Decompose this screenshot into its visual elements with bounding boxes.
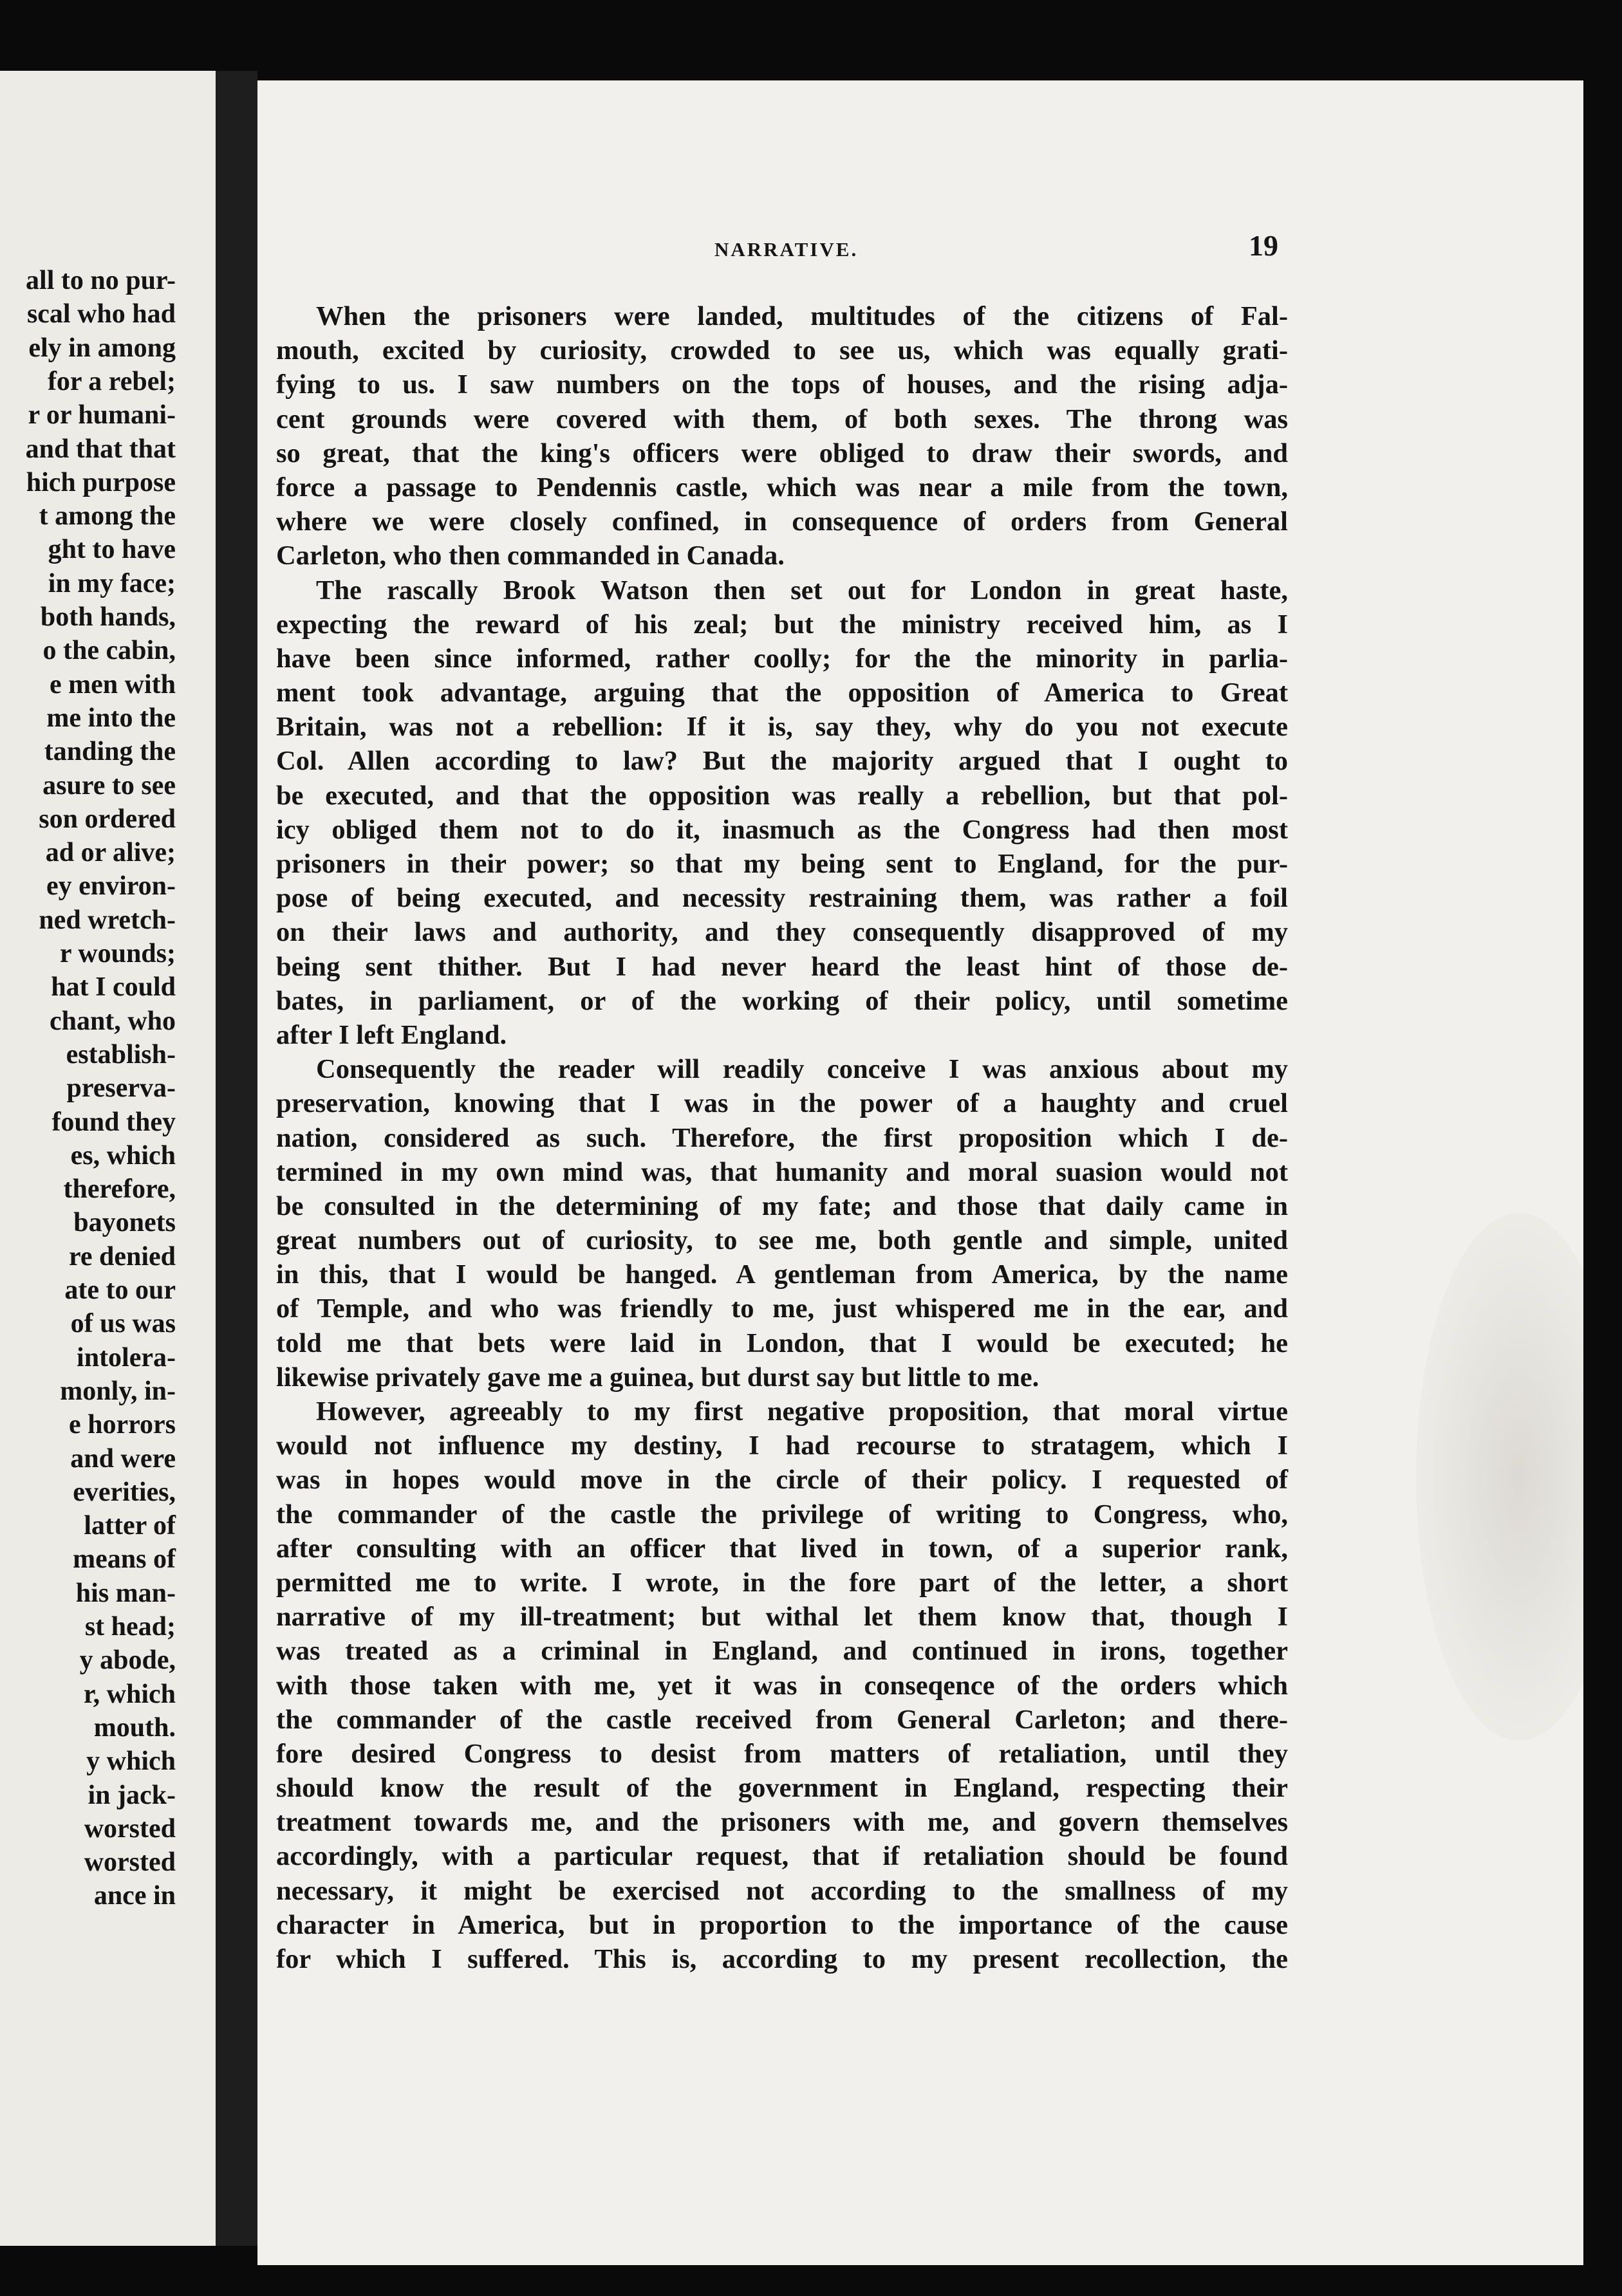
text-line: When the prisoners were landed, multitudes of the citizens of Fal- bbox=[316, 301, 1288, 331]
text-line: prisoners in their power; so that my being sent to England, for the pur- bbox=[276, 849, 1288, 879]
left-page-line: of us was bbox=[70, 1309, 176, 1339]
text-line: the commander of the castle the privilege of writing to Congress, who, bbox=[276, 1499, 1288, 1530]
text-line: told me that bets were laid in London, that I would be executed; he bbox=[276, 1328, 1288, 1358]
text-line: so great, that the king's officers were obliged to draw their swords, and bbox=[276, 438, 1288, 468]
text-line: pose of being executed, and necessity restraining them, was rather a foil bbox=[276, 883, 1288, 914]
text-line: narrative of my ill-treatment; but withal let them know that, though I bbox=[276, 1602, 1288, 1633]
text-line: after I left England. bbox=[276, 1019, 507, 1050]
text-line: on their laws and authority, and they consequently disapproved of my bbox=[276, 917, 1288, 948]
left-page-line: therefore, bbox=[63, 1174, 176, 1205]
running-head: NARRATIVE. bbox=[714, 238, 859, 261]
left-page-line: ate to our bbox=[64, 1275, 176, 1305]
left-page-line: and were bbox=[70, 1443, 176, 1474]
left-page-line: monly, in- bbox=[60, 1376, 176, 1406]
left-page-line: worsted bbox=[84, 1813, 176, 1844]
left-page-line: re denied bbox=[68, 1241, 176, 1272]
text-line: should know the result of the government in England, respecting their bbox=[276, 1773, 1288, 1804]
right-page bbox=[257, 80, 1583, 2265]
text-line: bates, in parliament, or of the working of their policy, until sometime bbox=[276, 985, 1288, 1016]
left-page-line: son ordered bbox=[39, 804, 176, 834]
text-line: character in America, but in proportion to the importance of the cause bbox=[276, 1909, 1288, 1940]
text-line: preservation, knowing that I was in the power of a haughty and cruel bbox=[276, 1088, 1288, 1119]
text-line: Carleton, who then commanded in Canada. bbox=[276, 541, 785, 571]
body-text bbox=[276, 299, 1288, 1976]
text-line: was in hopes would move in the circle of their policy. I requested of bbox=[276, 1465, 1288, 1495]
left-page-line: es, which bbox=[70, 1140, 176, 1171]
left-page-line: e men with bbox=[50, 669, 176, 699]
left-page-line: preserva- bbox=[66, 1073, 176, 1104]
left-page-line: e horrors bbox=[68, 1410, 176, 1440]
left-page-line: chant, who bbox=[49, 1006, 176, 1036]
text-line: have been since informed, rather coolly; for the the minority in parlia- bbox=[276, 643, 1288, 674]
text-line: was treated as a criminal in England, and continued in irons, together bbox=[276, 1636, 1288, 1667]
text-line: fying to us. I saw numbers on the tops of houses, and the rising adja- bbox=[276, 369, 1288, 400]
text-line: However, agreeably to my first negative proposition, that moral virtue bbox=[316, 1396, 1288, 1427]
text-line: with those taken with me, yet it was in conseqence of the orders which bbox=[276, 1670, 1288, 1701]
left-page-line: both hands, bbox=[40, 602, 176, 632]
left-page-line: establish- bbox=[66, 1039, 176, 1069]
left-page-line: ght to have bbox=[48, 535, 176, 565]
text-line: of Temple, and who was friendly to me, just whispered me in the ear, and bbox=[276, 1293, 1288, 1324]
left-page-line: for a rebel; bbox=[47, 366, 176, 396]
text-line: after consulting with an officer that lived in town, of a superior rank, bbox=[276, 1533, 1288, 1564]
text-line: fore desired Congress to desist from matters of retaliation, until they bbox=[276, 1738, 1288, 1769]
text-line: ment took advantage, arguing that the opposition of America to Great bbox=[276, 678, 1288, 708]
left-page-line: r or humani- bbox=[28, 400, 176, 430]
text-line: termined in my own mind was, that humanity and moral suasion would not bbox=[276, 1156, 1288, 1187]
left-page-line: asure to see bbox=[42, 770, 176, 801]
left-page-line: mouth. bbox=[93, 1712, 176, 1743]
left-page-line: hat I could bbox=[51, 972, 176, 1003]
left-page-line: ey environ- bbox=[46, 871, 176, 902]
text-line: force a passage to Pendennis castle, which was near a mile from the town, bbox=[276, 472, 1288, 503]
text-line: Consequently the reader will readily conceive I was anxious about my bbox=[316, 1054, 1288, 1085]
text-line: be executed, and that the opposition was really a rebellion, but that pol- bbox=[276, 780, 1288, 811]
text-line: nation, considered as such. Therefore, the first proposition which I de- bbox=[276, 1122, 1288, 1153]
text-line: treatment towards me, and the prisoners with me, and govern themselves bbox=[276, 1807, 1288, 1838]
left-page-line: his man- bbox=[75, 1578, 176, 1608]
left-page-line: intolera- bbox=[77, 1342, 176, 1373]
text-line: permitted me to write. I wrote, in the fore part of the letter, a short bbox=[276, 1567, 1288, 1598]
left-page-line: ely in among bbox=[28, 333, 176, 363]
left-page-line: tanding the bbox=[44, 737, 176, 767]
text-line: Britain, was not a rebellion: If it is, say they, why do you not execute bbox=[276, 712, 1288, 743]
left-page-line: scal who had bbox=[26, 299, 176, 329]
left-page-line: t among the bbox=[39, 501, 176, 532]
text-line: in this, that I would be hanged. A gentleman from America, by the name bbox=[276, 1259, 1288, 1290]
left-page-line: latter of bbox=[84, 1511, 176, 1541]
text-line: Col. Allen according to law? But the majority argued that I ought to bbox=[276, 746, 1288, 777]
text-line: accordingly, with a particular request, that if retaliation should be found bbox=[276, 1841, 1288, 1872]
left-page-line: in my face; bbox=[48, 568, 176, 598]
text-line: cent grounds were covered with them, of both sexes. The throng was bbox=[276, 403, 1288, 434]
text-line: for which I suffered. This is, according to my present recollection, the bbox=[276, 1944, 1288, 1974]
left-page-line: found they bbox=[51, 1107, 176, 1137]
paper-stain bbox=[1416, 1213, 1583, 1741]
text-line: necessary, it might be exercised not according to the smallness of my bbox=[276, 1875, 1288, 1906]
left-page-line: me into the bbox=[46, 703, 176, 733]
text-line: the commander of the castle received from General Carleton; and there- bbox=[276, 1704, 1288, 1735]
left-page-line: hich purpose bbox=[26, 467, 176, 497]
left-page-line: means of bbox=[73, 1544, 176, 1575]
left-page-line: r wounds; bbox=[59, 939, 176, 968]
left-page-line: ned wretch- bbox=[39, 905, 176, 935]
text-line: The rascally Brook Watson then set out for London in great haste, bbox=[316, 575, 1288, 606]
page-number: 19 bbox=[1249, 229, 1278, 262]
text-line: icy obliged them not to do it, inasmuch as the Congress had then most bbox=[276, 814, 1288, 845]
left-page-line: bayonets bbox=[73, 1208, 176, 1238]
left-page-line: everities, bbox=[73, 1477, 176, 1507]
left-page-line: ad or alive; bbox=[45, 838, 176, 868]
text-line: expecting the reward of his zeal; but the ministry received him, as I bbox=[276, 609, 1288, 640]
left-page-line: and that that bbox=[25, 434, 176, 464]
text-line: be consulted in the determining of my fate; and those that daily came in bbox=[276, 1190, 1288, 1221]
text-line: being sent thither. But I had never heard the least hint of those de- bbox=[276, 951, 1288, 982]
left-page-line: all to no pur- bbox=[26, 266, 176, 295]
text-line: likewise privately gave me a guinea, but durst say but little to me. bbox=[276, 1362, 1039, 1393]
book-gutter bbox=[216, 71, 257, 2246]
left-page-fragment bbox=[0, 71, 216, 2246]
left-page-line: st head; bbox=[84, 1612, 176, 1642]
text-line: mouth, excited by curiosity, crowded to see us, which was equally grati- bbox=[276, 335, 1288, 366]
left-page-line: y abode, bbox=[79, 1645, 176, 1676]
left-page-line: in jack- bbox=[88, 1780, 176, 1810]
text-line: great numbers out of curiosity, to see me, both gentle and simple, united bbox=[276, 1225, 1288, 1256]
left-page-line: y which bbox=[86, 1746, 176, 1777]
text-line: where we were closely confined, in consequence of orders from General bbox=[276, 506, 1288, 537]
left-page-line: ance in bbox=[93, 1881, 176, 1911]
left-page-line: o the cabin, bbox=[42, 636, 176, 666]
left-page-line: r, which bbox=[83, 1679, 176, 1709]
text-line: would not influence my destiny, I had recourse to stratagem, which I bbox=[276, 1430, 1288, 1461]
left-page-line: worsted bbox=[84, 1847, 176, 1878]
